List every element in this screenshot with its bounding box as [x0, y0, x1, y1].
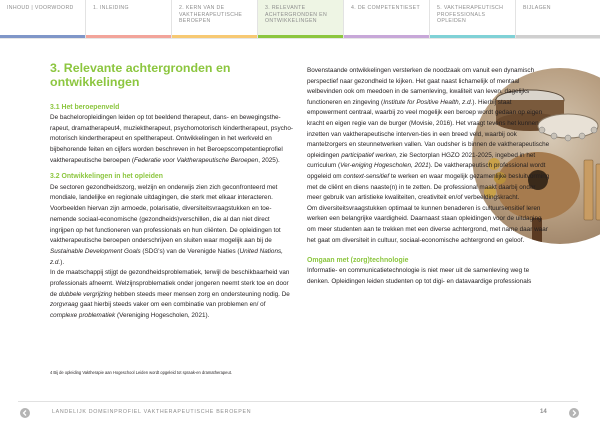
technology-heading: Omgaan met (zorg)technologie: [307, 257, 409, 265]
chevron-left-icon[interactable]: [20, 408, 30, 418]
tab-4[interactable]: [257, 0, 343, 38]
footer-divider: [18, 401, 578, 402]
tab-label: BIJLAGEN: [523, 5, 551, 11]
chapter-tabs: [0, 0, 600, 38]
tab-label: 5. VAKTHERAPEUTISCH PROFESSIONALS OPLEIDEN: [437, 5, 504, 25]
footer-title: LANDELIJK DOMEINPROFIEL VAKTHERAPEUTISCHE BEROEPEN: [52, 409, 252, 415]
chevron-right-icon[interactable]: [569, 408, 579, 418]
tab-label: 4. DE COMPETENTIESET: [351, 5, 420, 11]
section-3-2-paragraph-2: In de maatschappij stijgt de gezondheidsproblematiek, terwijl de beschikbaarheid van professionals afneemt. Welzijnsproblematiek onder jongeren neemt sterk toe en door de dubbele vergrijzing hebben steeds meer mensen zorg en ondersteuning nodig. De zorgvraag gaat hierbij steeds vaker om een combinatie van problemen en/ of complexe problematiek (Vereniging Hogescholen, 2021).: [50, 269, 290, 320]
right-paragraph-1: Bovenstaande ontwikkelingen versterken de noodzaak om vanuit een dynamisch perspectief naar gezondheid te kijken. Het gaat naast lichamelijk of mentaal welbevinden ook om meedoen in de samenleving, kwaliteit van leven, dagelijks functioneren en zingeving (Institute for Positive Health, z.d.). Hierbij staat empowerment centraal, waarbij zo veel mogelijk een beroep wordt gedaan op eigen kracht en eigen regie van de burger (Movisie, 2016). Het vraagt tevens het kunnen inzetten van vaktherapeutische interven-ties in een breed veld, waarbij ook mantelzorgers en steunnetwerken vallen. Van oudsher is binnen de vaktherapeutische opleidingen participatief werken, zie Sectorplan HGZO 2021-2025, ingebed in het curriculum (Ver-eniging Hogescholen, 2021). De vaktherapeutisch professional wordt opgeleid om context-sensitief te werken en waar mogelijk gezamenlijke besluitvorming met de cliënt en diens naaste(n) in te zetten. De professional maakt daarbij onder meer gebruik van artistieke kwaliteiten, creativiteit en/of verbeeldingskracht.: [307, 67, 550, 202]
left-column: [50, 62, 294, 322]
section-3-2-paragraph-1: De sectoren gezondheidszorg, welzijn en onderwijs zien zich geconfronteerd met mondiale, landelijke en regionale uitdagingen, die sterk met elkaar interacteren. Voorbeelden hiervan zijn armoede, polarisatie, diversiteitsvraagstukken en toe-nemende sociaal-economische (gezondheids)verschillen, die al dan niet direct ingrijpen op het functioneren van professionals en hun cliënten. De opleidingen tot vaktherapeutische beroepen onderschrijven en sluiten waar mogelijk aan bij de Sustainable Development Goals (SDG's) van de Verenigde Naties (United Nations, z.d.).: [50, 183, 283, 266]
right-column: [307, 66, 551, 288]
tab-label: 3. RELEVANTE ACHTERGRONDEN EN ONTWIKKELINGEN: [265, 5, 328, 25]
tab-5[interactable]: [343, 0, 429, 38]
tab-label: INHOUD | VOORWOORD: [7, 5, 74, 11]
page-number: 14: [540, 409, 547, 415]
section-3-1-heading: 3.1 Het beroepenveld: [50, 103, 120, 111]
tab-label: 2. KERN VAN DE VAKTHERAPEUTISCHE BEROEPEN: [179, 5, 243, 25]
page-title: 3. Relevante achtergronden en ontwikkelingen: [50, 61, 231, 89]
footnote: 4 Bij de opleiding Vaktherapie aan Hogeschool Leiden wordt opgeleid tot spraak-en dramatherapeut.: [50, 370, 232, 375]
tab-2[interactable]: [85, 0, 171, 38]
tab-3[interactable]: [171, 0, 257, 38]
section-3-1-text: De bacheloropleidingen leiden op tot beeldend therapeut, dans- en bewegingsthe-rapeut, dramatherapeut4, muziektherapeut, psychomotorisch kindertherapeut, psycho-motorisch kindertherapeut en speltherapeut. Ontwikkelingen in het werkveld en bijbehorende feiten en cijfers worden beschreven in het Beroepscompetentieprofiel vaktherapeutische beroepen (Federatie voor Vaktherapeutische Beroepen, 2025).: [50, 113, 293, 164]
right-paragraph-3: Informatie- en communicatietechnologie is niet meer uit de samenleving weg te denken. Opleidingen leiden studenten op tot digi- en datavaardige professionals: [307, 267, 532, 285]
tabs-divider: [0, 38, 600, 39]
tab-6[interactable]: [429, 0, 515, 38]
tab-1[interactable]: [0, 0, 85, 38]
tab-7[interactable]: [515, 0, 600, 38]
right-paragraph-2: Om diversiteitsvraagstukken optimaal te kunnen benaderen is cultuursensitief leren werken een belangrijke vaardigheid. Daarnaast staan opleidingen voor de uitdaging om meer studenten aan te trekken met een diverse achtergrond, met name daar waar het gaat om diversiteit in cultuur, sociaal-economische achtergrond en geloof.: [307, 204, 548, 244]
tab-label: 1. INLEIDING: [93, 5, 129, 11]
section-3-2-heading: 3.2 Ontwikkelingen in het opleiden: [50, 173, 163, 181]
